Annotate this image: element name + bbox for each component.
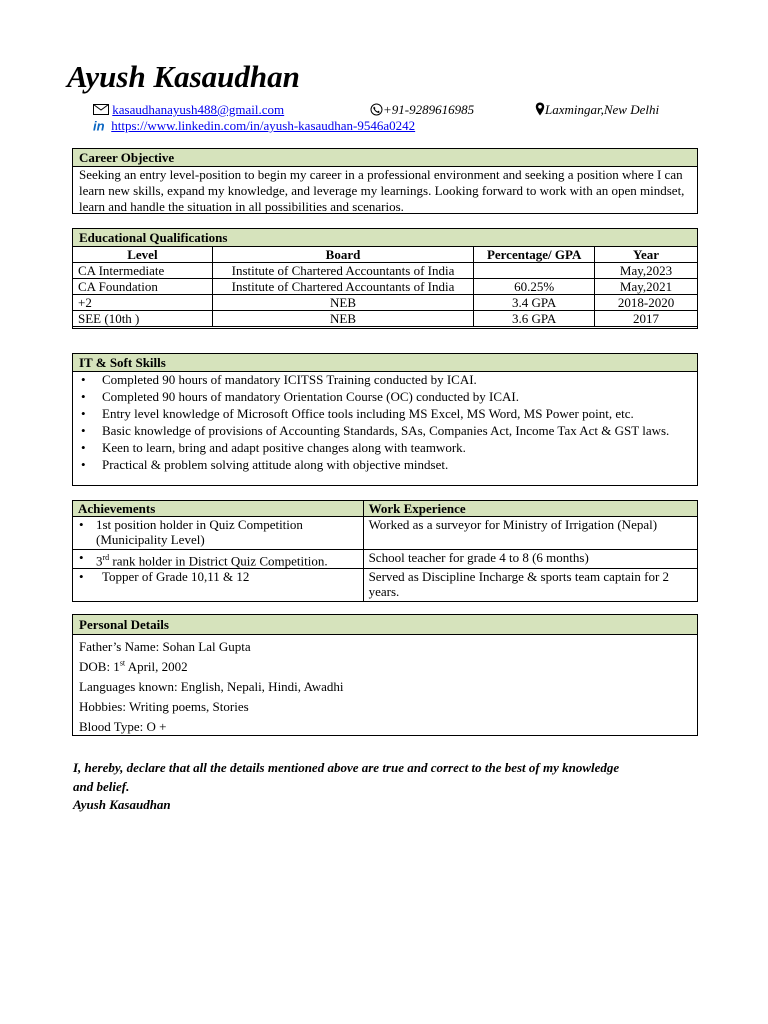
table-row bbox=[73, 311, 698, 327]
skills-heading: IT & Soft Skills bbox=[73, 354, 697, 372]
table-row bbox=[73, 279, 698, 295]
education-section bbox=[72, 228, 698, 329]
linkedin-link[interactable]: https://www.linkedin.com/in/ayush-kasaudhan-9546a0242 bbox=[111, 118, 416, 133]
location-row bbox=[535, 102, 659, 120]
list-item: • Practical & problem solving attitude along with objective mindset. bbox=[81, 457, 449, 472]
percentage-cell: 60.25% bbox=[474, 279, 595, 295]
personal-details-section bbox=[72, 614, 698, 736]
bullet-icon: • bbox=[81, 372, 86, 387]
achievements-work-table bbox=[72, 500, 698, 602]
level-cell: +2 bbox=[73, 295, 213, 311]
work-item: School teacher for grade 4 to 8 (6 months) bbox=[363, 550, 697, 569]
location-text: Laxmingar,New Delhi bbox=[545, 102, 660, 117]
bullet-icon: • bbox=[79, 517, 84, 532]
achievement-item: • Topper of Grade 10,11 & 12 bbox=[73, 569, 364, 602]
table-header-row bbox=[73, 247, 698, 263]
languages-known: Languages known: English, Nepali, Hindi, Awadhi bbox=[79, 679, 344, 694]
year-cell: 2017 bbox=[595, 311, 698, 327]
board-cell: NEB bbox=[212, 311, 473, 327]
list-item: • Keen to learn, bring and adapt positive changes along with teamwork. bbox=[81, 440, 466, 455]
bullet-icon: • bbox=[81, 423, 86, 438]
year-cell: May,2023 bbox=[595, 263, 698, 279]
achievements-heading: Achievements bbox=[73, 501, 364, 517]
envelope-icon bbox=[93, 103, 109, 119]
board-cell: NEB bbox=[212, 295, 473, 311]
bullet-icon: • bbox=[81, 389, 86, 404]
work-experience-heading: Work Experience bbox=[363, 501, 697, 517]
career-objective-heading: Career Objective bbox=[73, 149, 697, 167]
level-cell: CA Intermediate bbox=[73, 263, 213, 279]
list-item: • Completed 90 hours of mandatory Orientation Course (OC) conducted by ICAI. bbox=[81, 389, 519, 404]
svg-text:in: in bbox=[93, 118, 105, 132]
bullet-icon: • bbox=[79, 550, 84, 565]
table-row bbox=[73, 295, 698, 311]
phone-icon bbox=[370, 103, 383, 120]
work-item: Worked as a surveyor for Ministry of Irrigation (Nepal) bbox=[363, 517, 697, 550]
level-cell: CA Foundation bbox=[73, 279, 213, 295]
board-cell: Institute of Chartered Accountants of India bbox=[212, 279, 473, 295]
achievement-item: • 1st position holder in Quiz Competition (Municipality Level) bbox=[73, 517, 364, 550]
bullet-icon: • bbox=[79, 569, 84, 585]
location-pin-icon bbox=[535, 102, 545, 120]
skills-list bbox=[73, 372, 697, 473]
education-table bbox=[72, 246, 698, 327]
resume-name: Ayush Kasaudhan bbox=[67, 59, 300, 94]
table-header-cell: Level bbox=[73, 247, 213, 263]
bullet-icon: • bbox=[81, 406, 86, 421]
list-item: • Entry level knowledge of Microsoft Office tools including MS Excel, MS Word, MS Power point, etc. bbox=[81, 406, 634, 421]
percentage-cell: 3.4 GPA bbox=[474, 295, 595, 311]
education-heading: Educational Qualifications bbox=[73, 229, 697, 247]
signature-name: Ayush Kasaudhan bbox=[73, 797, 171, 812]
year-cell: 2018-2020 bbox=[595, 295, 698, 311]
linkedin-icon bbox=[93, 119, 108, 136]
list-item: • Completed 90 hours of mandatory ICITSS Training conducted by ICAI. bbox=[81, 372, 477, 387]
achievement-item: • 3rd rank holder in District Quiz Competition. bbox=[73, 550, 364, 569]
personal-details-body bbox=[73, 635, 697, 737]
work-item: Served as Discipline Incharge & sports team captain for 2 years. bbox=[363, 569, 697, 602]
phone-number: +91-9289616985 bbox=[383, 102, 475, 117]
hobbies: Hobbies: Writing poems, Stories bbox=[79, 699, 249, 714]
table-row bbox=[73, 517, 698, 550]
board-cell: Institute of Chartered Accountants of India bbox=[212, 263, 473, 279]
table-header-cell: Board bbox=[212, 247, 473, 263]
email-row bbox=[93, 102, 284, 119]
percentage-cell bbox=[474, 263, 595, 279]
bullet-icon: • bbox=[81, 440, 86, 455]
career-objective-text: Seeking an entry level-position to begin my career in a professional environment and seeking a position where I can learn new skills, expand my knowledge, and leverage my learnings. Looking forward to work with an open mindset, learn and handle the situation in all possibilities and scenarios. bbox=[79, 167, 685, 214]
list-item: • Basic knowledge of provisions of Accounting Standards, SAs, Companies Act, Income Tax Act & GST laws. bbox=[81, 423, 670, 438]
table-header-cell: Year bbox=[595, 247, 698, 263]
percentage-cell: 3.6 GPA bbox=[474, 311, 595, 327]
table-header-row bbox=[73, 501, 698, 517]
bullet-icon: • bbox=[81, 457, 86, 472]
table-row bbox=[73, 550, 698, 569]
email-link[interactable]: kasaudhanayush488@gmail.com bbox=[112, 102, 285, 117]
date-of-birth: DOB: 1st April, 2002 bbox=[79, 658, 188, 674]
phone-row bbox=[370, 102, 474, 120]
table-row bbox=[73, 263, 698, 279]
father-name: Father’s Name: Sohan Lal Gupta bbox=[79, 639, 251, 654]
career-objective-section bbox=[72, 148, 698, 214]
year-cell: May,2021 bbox=[595, 279, 698, 295]
table-row bbox=[73, 569, 698, 602]
achievements-work-section bbox=[72, 500, 698, 599]
blood-type: Blood Type: O + bbox=[79, 719, 167, 734]
table-header-cell: Percentage/ GPA bbox=[474, 247, 595, 263]
skills-section bbox=[72, 353, 698, 486]
level-cell: SEE (10th ) bbox=[73, 311, 213, 327]
linkedin-row bbox=[93, 118, 415, 136]
declaration-text: I, hereby, declare that all the details mentioned above are true and correct to the best of my knowledge and belief. bbox=[73, 760, 620, 794]
personal-details-heading: Personal Details bbox=[73, 615, 697, 635]
